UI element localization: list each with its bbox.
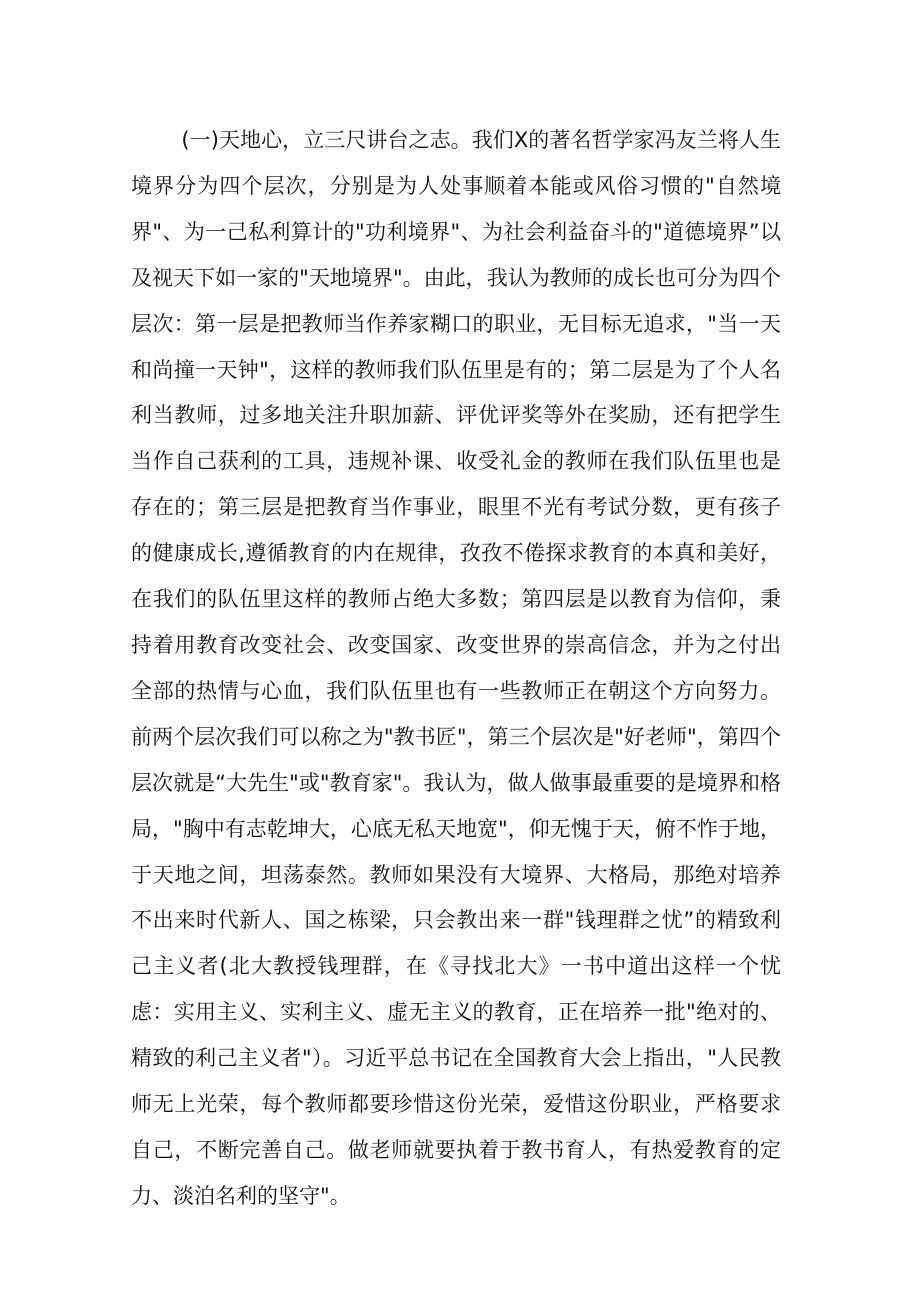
body-paragraph: (一)天地心，立三尺讲台之志。我们X的著名哲学家冯友兰将人生境界分为四个层次，分别是为人处事顺着本能或风俗习惯的"自然境界"、为一己私利算计的"功利境界"、为社会利益奋斗的"道德境界”以及视天下如一家的"天地境界"。由此，我认为教师的成长也可分为四个层次：第一层是把教师当作养家糊口的职业，无目标无追求，"当一天和尚撞一天钟"，这样的教师我们队伍里是有的；第二层是为了个人名利当教师，过多地关注升职加薪、评优评奖等外在奖励，还有把学生当作自己获利的工具，违规补课、收受礼金的教师在我们队伍里也是存在的；第三层是把教育当作事业，眼里不光有考试分数，更有孩子的健康成长,遵循教育的内在规律，孜孜不倦探求教育的本真和美好，在我们的队伍里这样的教师占绝大多数；第四层是以教育为信仰，秉持着用教育改变社会、改变国家、改变世界的崇高信念，并为之付出全部的热情与心血，我们队伍里也有一些教师正在朝这个方向努力。前两个层次我们可以称之为"教书匠"，第三个层次是"好老师"，第四个层次就是“大先生"或"教育家"。我认为，做人做事最重要的是境界和格局，"胸中有志乾坤大，心底无私天地宽"，仰无愧于天，俯不怍于地，于天地之间，坦荡泰然。教师如果没有大境界、大格局，那绝对培养不出来时代新人、国之栋梁，只会教出来一群"钱理群之忧”的精致利己主义者(北大教授钱理群，在《寻找北大》一书中道出这样一个忧虑：实用主义、实利主义、虚无主义的教育，正在培养一批"绝对的、精致的利己主义者"）。习近平总书记在全国教育大会上指出，"人民教师无上光荣，每个教师都要珍惜这份光荣，爱惜这份职业，严格要求自己，不断完善自己。做老师就要执着于教书育人，有热爱教育的定力、淡泊名利的坚守"。 [131, 128, 781, 1208]
